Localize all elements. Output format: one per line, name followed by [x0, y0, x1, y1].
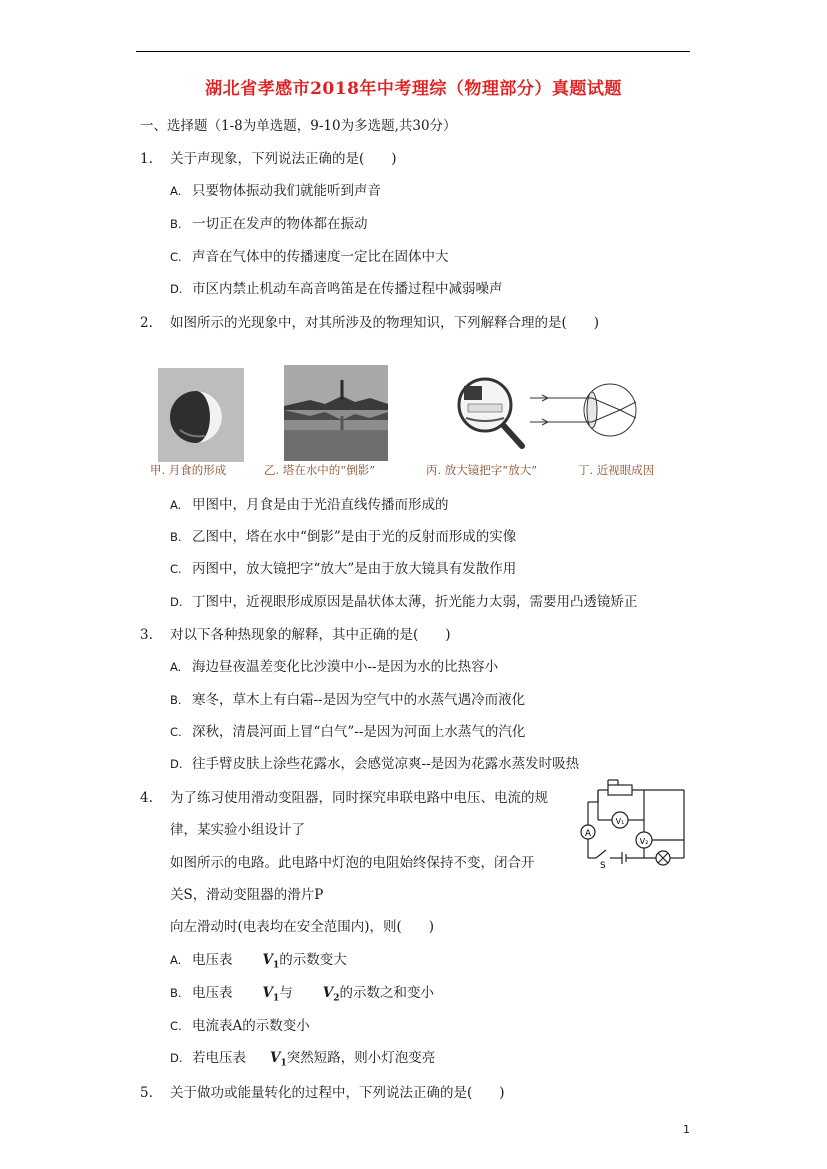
q3-option-c: C. 深秋，清晨河面上冒“白气”--是因为河面上水蒸气的汽化 — [170, 724, 526, 740]
voltmeter-2-label: V₂ — [639, 837, 649, 846]
magnifier-figure — [459, 379, 522, 446]
question-number: 1. — [140, 151, 153, 167]
question-number: 5. — [140, 1085, 153, 1101]
question-number: 2. — [140, 315, 153, 331]
question-4 — [140, 786, 548, 806]
q4-option-c: C. 电流表A的示数变小 — [170, 1018, 310, 1034]
q4-option-b: B. 电压表 $V_1$与 $V_2$的示数之和变小 — [170, 985, 434, 1004]
q4-option-a: A. 电压表 $V_1$的示数变大 — [170, 952, 347, 971]
question-5 — [140, 1081, 505, 1101]
tower-reflection-figure — [284, 365, 388, 461]
figure-caption-bing: 丙. 放大镜把字“放大” — [426, 463, 538, 477]
question-stem: 对以下各种热现象的解释，其中正确的是( ) — [170, 627, 451, 643]
question-stem-line-4: 关S，滑动变阻器的滑片P — [170, 887, 324, 903]
question-stem: 关于做功或能量转化的过程中，下列说法正确的是( ) — [170, 1085, 505, 1101]
switch-label: S — [600, 861, 606, 868]
lunar-eclipse-figure — [158, 368, 244, 462]
q2-option-b: B. 乙图中，塔在水中“倒影”是由于光的反射而形成的实像 — [170, 529, 517, 545]
header-rule — [136, 51, 690, 52]
figure-caption-yi: 乙. 塔在水中的“倒影” — [264, 463, 376, 477]
circuit-diagram — [578, 776, 690, 868]
page-number: 1 — [683, 1123, 690, 1136]
q1-option-a: A. 只要物体振动我们就能听到声音 — [170, 183, 381, 199]
question-2 — [140, 311, 599, 331]
question-stem-line-5: 向左滑动时(电表均在安全范围内)，则( ) — [170, 919, 435, 935]
myopia-eye-figure — [530, 384, 636, 436]
question-number: 4. — [140, 790, 153, 806]
figure-caption-ding: 丁. 近视眼成因 — [578, 463, 655, 477]
question-number: 3. — [140, 627, 153, 643]
ammeter-label: A — [584, 829, 592, 839]
figure-caption-jia: 甲. 月食的形成 — [150, 463, 227, 477]
question-1 — [140, 147, 397, 167]
section-heading: 一、选择题（1-8为单选题，9-10为多选题,共30分） — [140, 118, 457, 134]
question-3 — [140, 623, 451, 643]
q1-option-b: B. 一切正在发声的物体都在振动 — [170, 216, 368, 232]
q2-option-a: A. 甲图中，月食是由于光沿直线传播而形成的 — [170, 497, 449, 513]
q3-option-b: B. 寒冬，草木上有白霜--是因为空气中的水蒸气遇冷而液化 — [170, 692, 526, 708]
q1-option-c: C. 声音在气体中的传播速度一定比在固体中大 — [170, 249, 449, 265]
question-stem-line-1: 为了练习使用滑动变阻器，同时探究串联电路中电压、电流的规 — [170, 790, 548, 806]
q1-option-d: D. 市区内禁止机动车高音鸣笛是在传播过程中减弱噪声 — [170, 281, 503, 297]
question-stem-line-2: 律，某实验小组设计了 — [170, 822, 305, 838]
q3-option-a: A. 海边昼夜温差变化比沙漠中小--是因为水的比热容小 — [170, 659, 499, 675]
voltmeter-1-label: V₁ — [615, 817, 625, 826]
q2-option-c: C. 丙图中，放大镜把字“放大”是由于放大镜具有发散作用 — [170, 561, 517, 577]
question-stem: 如图所示的光现象中，对其所涉及的物理知识，下列解释合理的是( ) — [170, 315, 600, 331]
question-stem: 关于声现象，下列说法正确的是( ) — [170, 151, 397, 167]
q4-option-d: D. 若电压表 $V_1$突然短路，则小灯泡变亮 — [170, 1050, 436, 1069]
q3-option-d: D. 往手臂皮肤上涂些花露水，会感觉凉爽--是因为花露水蒸发时吸热 — [170, 756, 580, 772]
q2-option-d: D. 丁图中，近视眼形成原因是晶状体太薄，折光能力太弱，需要用凸透镜矫正 — [170, 594, 638, 610]
question-stem-line-3: 如图所示的电路。此电路中灯泡的电阻始终保持不变，闭合开 — [170, 855, 535, 871]
document-title: 湖北省孝感市2018年中考理综（物理部分）真题试题 — [205, 79, 622, 99]
